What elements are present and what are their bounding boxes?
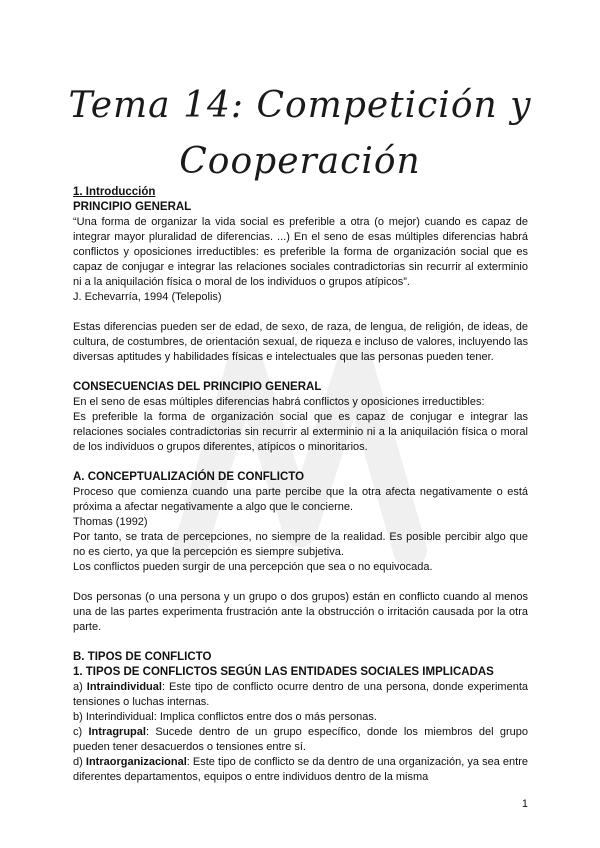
conflicto-paragraph-1: Por tanto, se trata de percepciones, no siempre de la realidad. Es posible percibir algo que no es cierto, ya que la percepción es siempre subjetiva. <box>73 531 528 558</box>
intro-citation: J. Echevarría, 1994 (Telepolis) <box>73 291 222 303</box>
tipos-heading: B. TIPOS DE CONFLICTO <box>73 651 212 663</box>
tipos-subheading: 1. TIPOS DE CONFLICTOS SEGÚN LAS ENTIDADES SOCIALES IMPLICADAS <box>73 666 494 678</box>
consecuencias-heading: CONSECUENCIAS DEL PRINCIPIO GENERAL <box>73 381 322 393</box>
document-body <box>73 185 528 785</box>
conflicto-paragraph-3: Dos personas (o una persona y un grupo o dos grupos) están en conflicto cuando al menos una de las partes experimenta frustración ante la obstrucción o irritación causada por la otra parte. <box>73 591 528 633</box>
conflicto-citation: Thomas (1992) <box>73 516 148 528</box>
consecuencias-paragraph: Es preferible la forma de organización social que es capaz de conjugar e integrar las relaciones sociales contradictorias sin recurrir al exterminio ni a la aniquilación física o moral de los individuos o grupos diferentes, atípicos o minoritarios. <box>73 411 528 453</box>
intro-heading: 1. Introducción <box>73 186 156 198</box>
consecuencias-line: En el seno de esas múltiples diferencias habrá conflictos y oposiciones irreductibles: <box>73 396 485 408</box>
conflicto-paragraph-2: Los conflictos pueden surgir de una percepción que sea o no equivocada. <box>73 561 433 573</box>
conflicto-heading: A. CONCEPTUALIZACIÓN DE CONFLICTO <box>73 471 305 483</box>
conflicto-definition: Proceso que comienza cuando una parte percibe que la otra afecta negativamente o está próxima a afectar negativamente a algo que le concierne. <box>73 486 528 513</box>
list-item: a) Intraindividual: Este tipo de conflicto ocurre dentro de una persona, donde experimenta tensiones o luchas internas. <box>73 681 528 708</box>
title-line-1: Tema 14: Competición y <box>68 85 532 126</box>
list-item: d) Intraorganizacional: Este tipo de conflicto se da dentro de una organización, ya sea entre diferentes departamentos, equipos o entre individuos dentro de la misma <box>73 756 528 783</box>
list-item: b) Interindividual: Implica conflictos entre dos o más personas. <box>73 711 377 723</box>
page-title <box>0 78 600 190</box>
list-item: c) Intragrupal: Sucede dentro de un grupo específico, donde los miembros del grupo pueden tener desacuerdos o tensiones entre sí. <box>73 726 528 753</box>
intro-paragraph: Estas diferencias pueden ser de edad, de sexo, de raza, de lengua, de religión, de ideas, de cultura, de costumbres, de orientación sexual, de riqueza e incluso de valores, incluyendo las diversas aptitudes y habilidades físicas e intelectuales que las personas pueden tener. <box>73 321 528 363</box>
page-number: 1 <box>521 798 528 810</box>
title-line-2: Cooperación <box>179 141 421 182</box>
principio-heading: PRINCIPIO GENERAL <box>73 201 192 213</box>
intro-quote: “Una forma de organizar la vida social es preferible a otra (o mejor) cuando es capaz de integrar mayor pluralidad de diferencias. ...) En el seno de esas múltiples diferencias habrá conflictos y oposiciones irreductibles: es preferible la forma de organización social que es capaz de conjugar e integrar las relaciones sociales contradictorias sin recurrir al exterminio ni a la aniquilación física o moral de los individuos o grupos atípicos”. <box>73 216 528 288</box>
